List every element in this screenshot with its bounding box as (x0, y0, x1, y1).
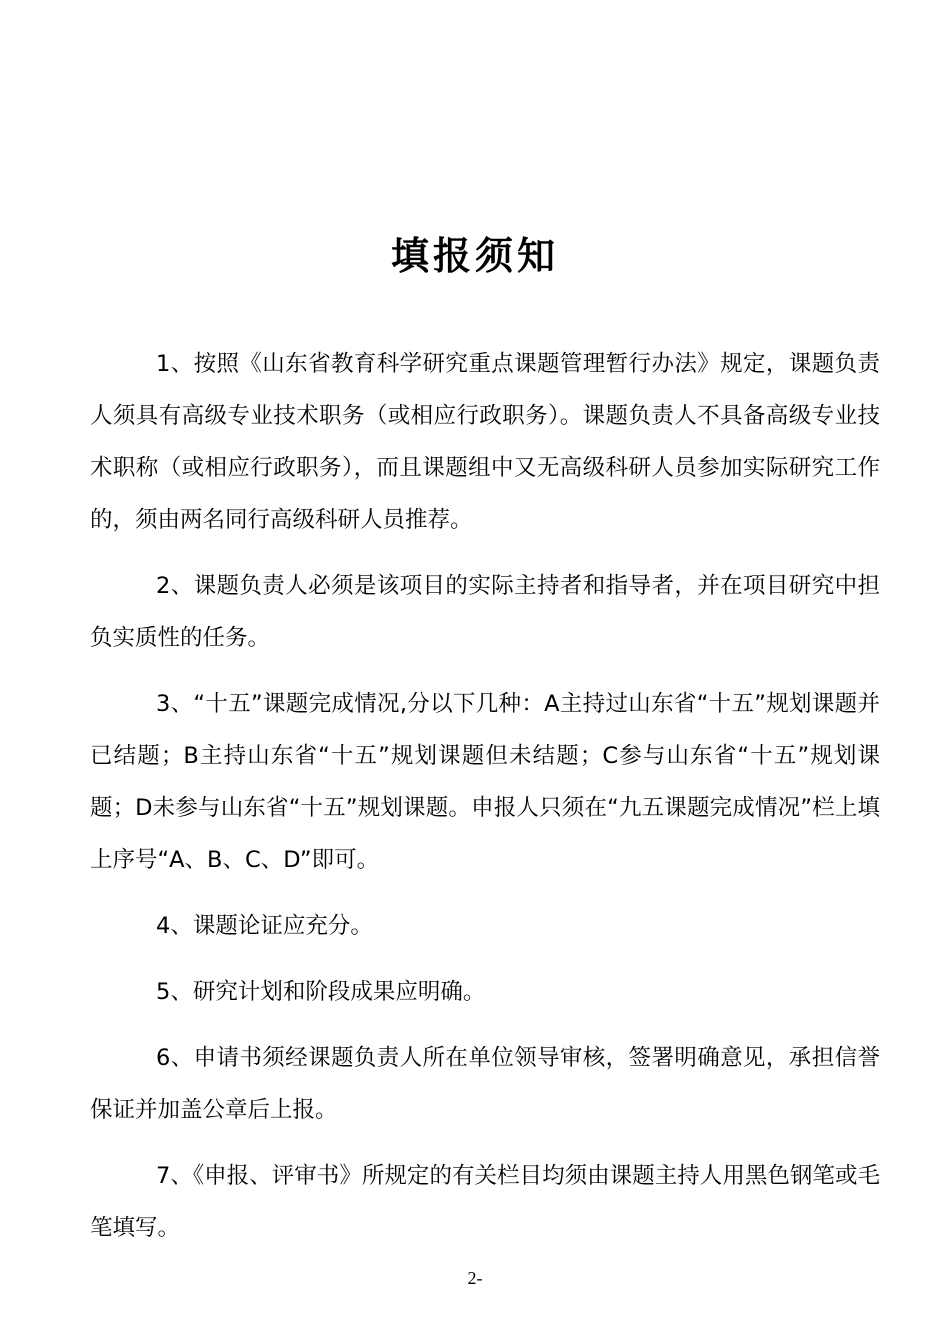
notice-item-3: 3、“十五”课题完成情况,分以下几种：A主持过山东省“十五”规划课题并已结题；B主持山东省“十五”规划课题但未结题；C参与山东省“十五”规划课题；D未参与山东省“十五”规划课题。申报人只须在“九五课题完成情况”栏上填上序号“A、B、C、D”即可。 (90, 691, 880, 873)
notice-item-4: 4、课题论证应充分。 (156, 913, 373, 939)
notice-item-5: 5、研究计划和阶段成果应明确。 (156, 979, 486, 1005)
notice-item-6: 6、申请书须经课题负责人所在单位领导审核，签署明确意见，承担信誉保证并加盖公章后上报。 (90, 1045, 880, 1123)
notice-item-2: 2、课题负责人必须是该项目的实际主持者和指导者，并在项目研究中担负实质性的任务。 (90, 573, 880, 651)
page-title: 填报须知 (390, 234, 559, 279)
page-number: 2- (467, 1268, 483, 1288)
notice-item-1: 1、按照《山东省教育科学研究重点课题管理暂行办法》规定，课题负责人须具有高级专业技术职务（或相应行政职务）。课题负责人不具备高级专业技术职称（或相应行政职务），而且课题组中又无高级科研人员参加实际研究工作的，须由两名同行高级科研人员推荐。 (90, 351, 880, 533)
notice-body (90, 338, 880, 1268)
notice-item-7: 7、《申报、评审书》所规定的有关栏目均须由课题主持人用黑色钢笔或毛笔填写。 (90, 1163, 880, 1241)
